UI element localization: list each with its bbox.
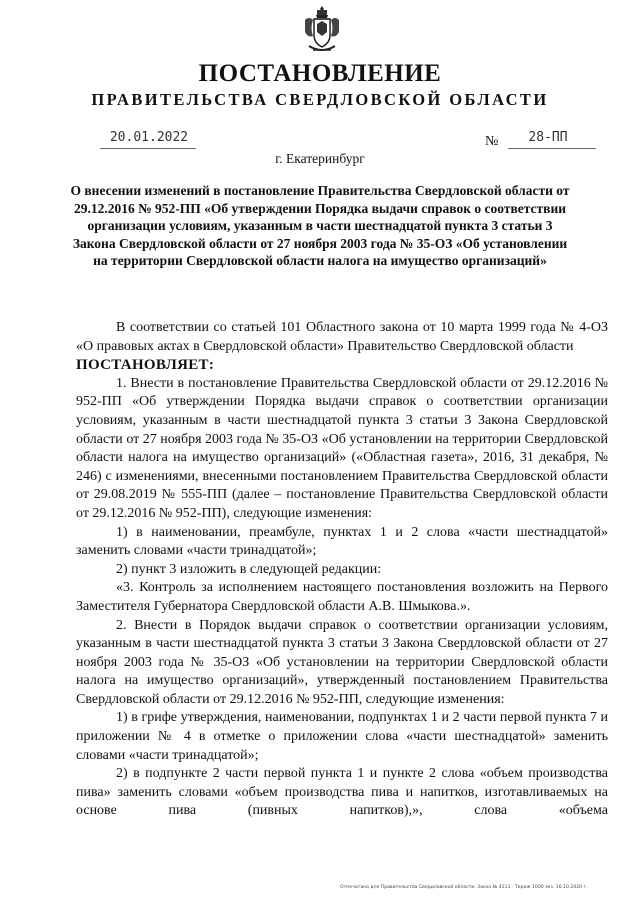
document-date: 20.01.2022 [109, 130, 189, 145]
resolve-heading: ПОСТАНОВЛЯЕТ: [76, 357, 215, 374]
city-line: г. Екатеринбург [275, 151, 365, 166]
paragraph-2: 2. Внести в Порядок выдачи справок о соответствии организации условиям, указанным в части шестнадцатой пункта 3 статьи 3 Закона Свердловской области от 27 ноября 2003 года № 35-ОЗ «Об установлении на территории Свердловской области налога на имущество организаций», утвержденный постановлением Правительства Свердловской области от 29.12.2016 № 952-ПП, следующие изменения: [76, 617, 608, 707]
paragraph-2-item-1: 1) в грифе утверждения, наименовании, подпунктах 1 и 2 части первой пункта 7 и приложении № 4 в отметке о приложении слова «части шестнадцатой» заменить словами «части тринадцатой»; [76, 710, 608, 763]
paragraph-1-item-2: 2) пункт 3 изложить в следующей редакции: [116, 561, 382, 577]
number-underline [508, 148, 596, 149]
document-heading: О внесении изменений в постановление Правительства Свердловской области от 29.12.2016 № 952-ПП «Об утверждении Порядка выдачи справок о соответствии организации условиям, указанным в части шестнадцатой пункта 3 статьи 3 Закона Свердловской области от 27 ноября 2003 года № 35-ОЗ «Об установлении на территории Свердловской области налога на имущество организаций» [70, 183, 570, 268]
issuer-title: ПРАВИТЕЛЬСТВА СВЕРДЛОВСКОЙ ОБЛАСТИ [91, 90, 549, 109]
date-underline [100, 148, 196, 149]
paragraph-2-item-2: 2) в подпункте 2 части первой пункта 1 и пункте 2 слова «объем производства пива» заменить словами «объем производства пива и напитков, изготавливаемых на основе пива (пивных напитков),», слова «объема [76, 766, 608, 819]
coat-of-arms-emblem [303, 4, 341, 54]
number-sign: № [485, 134, 499, 149]
preamble-paragraph: В соответствии со статьей 101 Областного закона от 10 марта 1999 года № 4-ОЗ «О правовых актах в Свердловской области» Правительство Свердловской области [76, 320, 608, 354]
paragraph-1: 1. Внести в постановление Правительства Свердловской области от 29.12.2016 № 952-ПП «Об утверждении Порядка выдачи справок о соответствии организации условиям, указанным в части шестнадцатой пункта 3 статьи 3 Закона Свердловской области от 27 ноября 2003 года № 35-ОЗ «Об установлении на территории Свердловской области налога на имущество организаций» («Областная газета», 2016, 31 декабря, № 246) с изменениями, внесенными постановлением Правительства Свердловской области от 29.08.2019 № 555-ПП (далее – постановление Правительства Свердловской области от 29.12.2016 № 952-ПП), следующие изменения: [76, 375, 608, 521]
document-type-title: ПОСТАНОВЛЕНИЕ [198, 60, 442, 87]
print-footnote: Отпечатано для Правительства Свердловской области. Заказ № 4211 . Тираж 1000 экз. 16.10.2020 г. [340, 885, 588, 890]
paragraph-1-item-2-quote: «3. Контроль за исполнением настоящего постановления возложить на Первого Заместителя Губернатора Свердловской области А.В. Шмыкова.». [76, 580, 608, 614]
document-body [76, 319, 608, 821]
document-number: 28-ПП [528, 130, 568, 145]
paragraph-1-item-1: 1) в наименовании, преамбуле, пунктах 1 и 2 слова «части шестнадцатой» заменить словами «части тринадцатой»; [76, 524, 608, 559]
